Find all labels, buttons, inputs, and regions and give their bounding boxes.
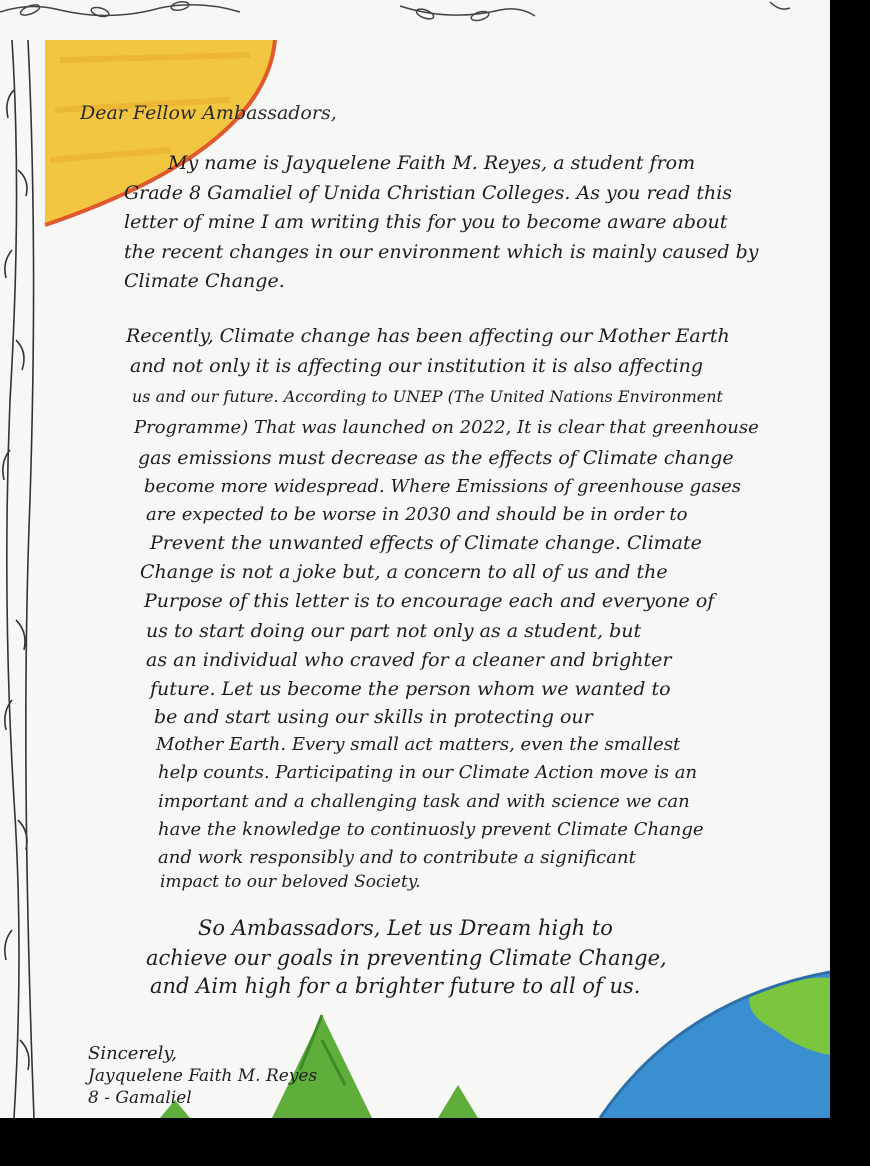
paragraph-line: Recently, Climate change has been affecting our Mother Earth [126, 325, 730, 347]
paragraph-line: Change is not a joke but, a concern to all of us and the [140, 561, 668, 583]
paragraph-line: Purpose of this letter is to encourage each and everyone of [144, 590, 715, 612]
paragraph-line: achieve our goals in preventing Climate Change, [146, 946, 667, 970]
paragraph-line: Grade 8 Gamaliel of Unida Christian Colleges. As you read this [124, 182, 733, 204]
paragraph-line: important and a challenging task and with science we can [158, 791, 690, 812]
paragraph-line: Prevent the unwanted effects of Climate change. Climate [150, 532, 702, 554]
top-vine-icon [0, 0, 790, 22]
paragraph-line: become more widespread. Where Emissions of greenhouse gases [144, 476, 742, 497]
paragraph-line: and work responsibly and to contribute a significant [158, 847, 636, 868]
greeting: Dear Fellow Ambassadors, [80, 102, 337, 124]
paragraph-line: Mother Earth. Every small act matters, even the smallest [156, 734, 681, 755]
paragraph-line: So Ambassadors, Let us Dream high to [198, 916, 613, 940]
paragraph-line: as an individual who craved for a cleaner and brighter [146, 649, 672, 671]
background-edge [830, 0, 870, 1166]
paragraph-line: Climate Change. [124, 270, 285, 292]
paragraph-line: gas emissions must decrease as the effects of Climate change [138, 447, 734, 469]
paragraph-line: us to start doing our part not only as a student, but [146, 620, 642, 642]
paragraph-line: us and our future. According to UNEP (The United Nations Environment [132, 387, 723, 406]
left-vine-icon [3, 40, 34, 1118]
background-edge [0, 1118, 870, 1166]
closing: Sincerely, [88, 1043, 177, 1064]
signature-class: 8 - Gamaliel [88, 1088, 192, 1108]
paragraph-line: are expected to be worse in 2030 and should be in order to [146, 504, 688, 525]
paragraph-line: My name is Jayquelene Faith M. Reyes, a student from [168, 152, 696, 174]
paragraph-line: impact to our beloved Society. [160, 872, 421, 892]
paragraph-line: and Aim high for a brighter future to all of us. [150, 974, 641, 998]
signature-name: Jayquelene Faith M. Reyes [88, 1066, 318, 1086]
paragraph-line: be and start using our skills in protecting our [154, 706, 593, 728]
paragraph-line: help counts. Participating in our Climate Action move is an [158, 762, 698, 783]
paragraph-line: Programme) That was launched on 2022, It is clear that greenhouse [134, 417, 759, 438]
paragraph-line: and not only it is affecting our institution it is also affecting [130, 355, 703, 377]
paragraph-line: letter of mine I am writing this for you to become aware about [124, 211, 728, 233]
paragraph-line: have the knowledge to continuosly prevent Climate Change [158, 819, 704, 840]
paragraph-line: future. Let us become the person whom we wanted to [150, 678, 671, 700]
paragraph-line: the recent changes in our environment which is mainly caused by [124, 241, 759, 263]
